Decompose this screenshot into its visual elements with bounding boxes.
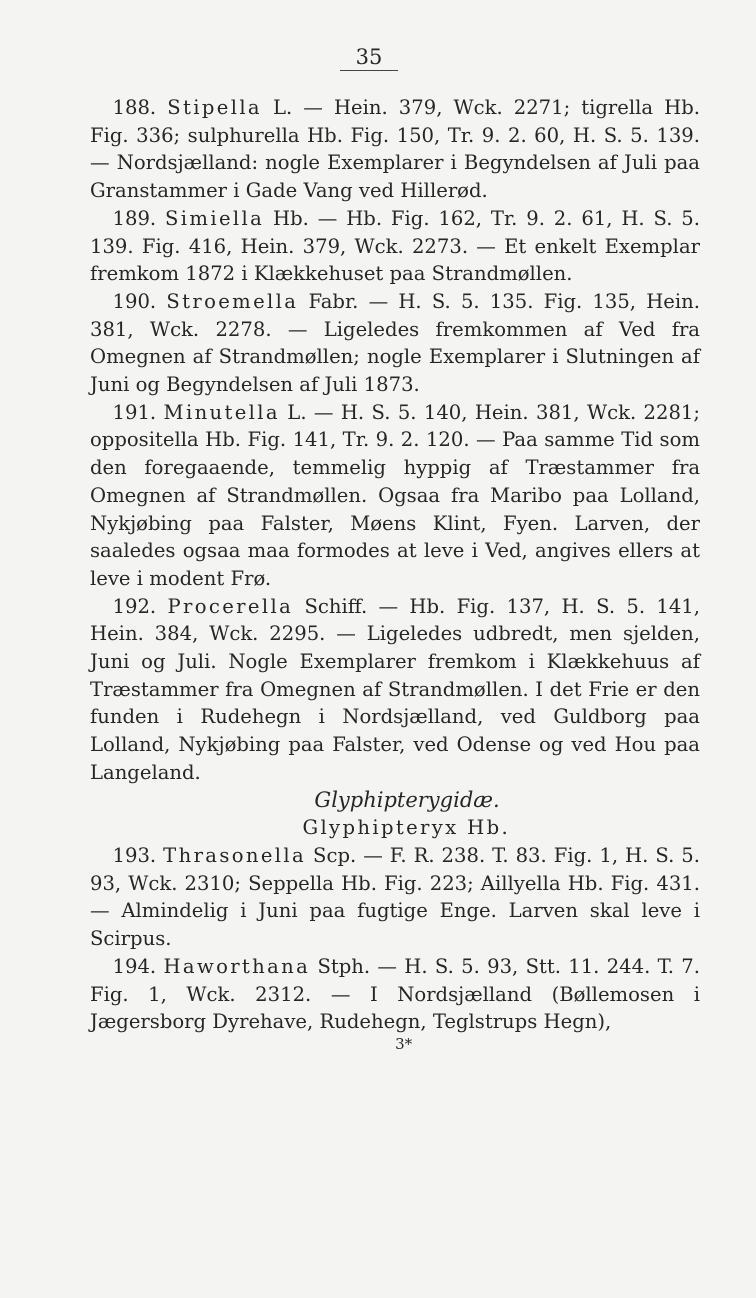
species-name: Procerella — [167, 594, 294, 618]
species-name: Simiella — [165, 206, 265, 230]
entry-number: 189. — [112, 206, 157, 230]
entry-188 — [90, 94, 700, 205]
entry-189 — [90, 205, 700, 288]
entry-text: L. — Hein. 379, Wck. 2271; tigrella Hb. Fig. 336; sulphurella Hb. Fig. 150, Tr. 9. 2. 60, H. S. 5. 139. — Nordsjælland: nogle Exemplarer i Begyndelsen af Juli paa Granstammer i Gade Vang ved Hillerød. — [90, 96, 701, 203]
entry-number: 192. — [112, 594, 157, 618]
family-heading: Glyphipterygidæ. — [314, 787, 500, 812]
entry-number: 188. — [112, 96, 157, 119]
entry-192 — [90, 593, 700, 787]
genus-heading: Glyphipteryx Hb. — [302, 816, 511, 840]
entry-text: Schiff. — Hb. Fig. 137, H. S. 5. 141, Hein. 384, Wck. 2295. — Ligeledes udbredt, men sjelden, Juni og Juli. Nogle Exemplarer fremkom i Klækkehuus af Træstammer fra Omegnen af Strandmøllen. I det Frie er den funden i Rudehegn i Nordsjælland, ved Guldborg paa Lolland, Nykjøbing paa Falster, ved Odense og ved Hou paa Langeland. — [90, 594, 700, 784]
page-number: 35 — [340, 46, 398, 71]
entry-number: 190. — [112, 289, 157, 313]
entry-text: Scp. — F. R. 238. T. 83. Fig. 1, H. S. 5. 93, Wck. 2310; Seppella Hb. Fig. 223; Aillyella Hb. Fig. 431. — Almindelig i Juni paa fugtige Enge. Larven skal leve i Scirpus. — [90, 843, 700, 951]
entry-text: Hb. — Hb. Fig. 162, Tr. 9. 2. 61, H. S. 5. 139. Fig. 416, Hein. 379, Wck. 2273. — Et enkelt Exemplar fremkom 1872 i Klækkehuset paa Strandmøllen. — [90, 206, 700, 286]
entry-number: 194. — [112, 954, 157, 978]
entry-191 — [90, 399, 700, 593]
entry-190 — [90, 288, 700, 399]
species-name: Thrasonella — [163, 843, 307, 867]
entry-text: Fabr. — H. S. 5. 135. Fig. 135, Hein. 381, Wck. 2278. — Ligeledes fremkommen af Ved fra Omegnen af Strandmøllen; nogle Exemplarer i Slutningen af Juni og Begyndelsen af Juli 1873. — [90, 289, 700, 397]
species-name: Haworthana — [163, 954, 311, 978]
entry-text: L. — H. S. 5. 140, Hein. 381, Wck. 2281; oppositella Hb. Fig. 141, Tr. 9. 2. 120. — Paa samme Tid som den foregaaende, temmelig hyppig af Træstammer fra Omegnen af Strandmøllen. Ogsaa fra Maribo paa Lolland, Nykjøbing paa Falster, Møens Klint, Fyen. Larven, der saaledes ogsaa maa formodes at leve i Ved, angives ellers at leve i modent Frø. — [90, 400, 700, 590]
entry-number: 193. — [112, 843, 157, 867]
entry-number: 191. — [112, 400, 157, 424]
entry-text: Stph. — H. S. 5. 93, Stt. 11. 244. T. 7. Fig. 1, Wck. 2312. — I Nordsjælland (Bøllemosen i Jægersborg Dyrehave, Rudehegn, Teglstrups Hegn), — [90, 954, 700, 1034]
entry-194 — [90, 953, 700, 1036]
entry-193 — [90, 842, 700, 953]
text-body — [90, 94, 700, 1052]
species-name: Stipella — [167, 96, 262, 119]
signature-mark: 3* — [395, 1034, 413, 1053]
species-name: Minutella — [163, 400, 280, 424]
species-name: Stroemella — [166, 289, 299, 313]
